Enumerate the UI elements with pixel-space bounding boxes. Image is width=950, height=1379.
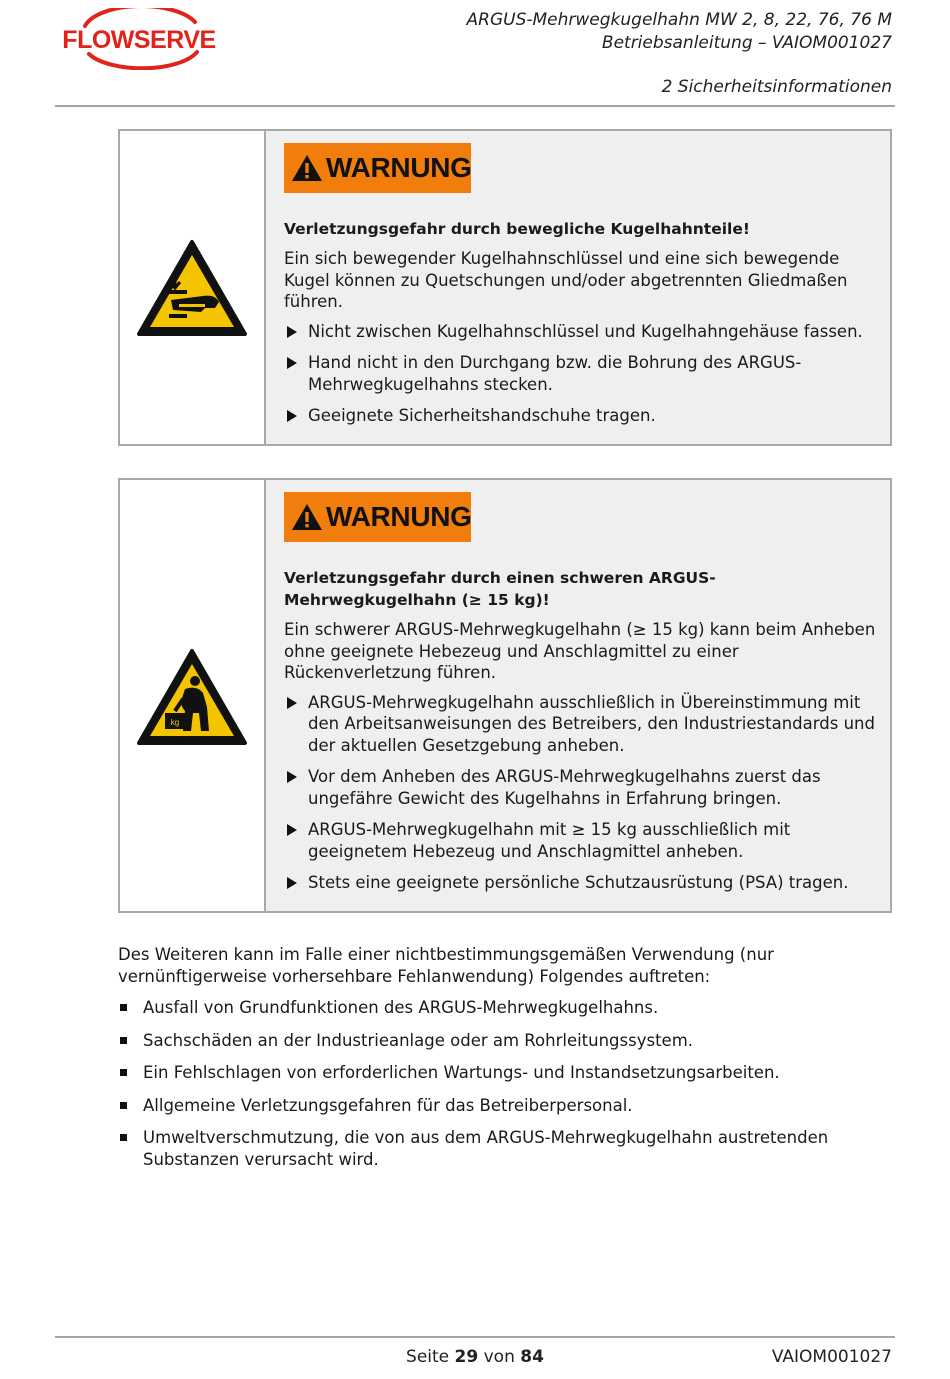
signal-word-banner <box>284 492 471 542</box>
warning-box-moving-parts <box>118 129 892 446</box>
footer-doc-id: VAIOM001027 <box>771 1347 892 1367</box>
misuse-section <box>118 944 894 1181</box>
kg-label: kg <box>170 718 180 727</box>
section-title: 2 Sicherheitsinformationen <box>661 77 892 97</box>
warning-symbol-column <box>120 480 266 911</box>
flowserve-logo-graphic <box>55 8 225 70</box>
misuse-intro: Des Weiteren kann im Falle einer nichtbestimmungsgemäßen Verwendung (nur vernünftigerweise vorhersehbare Fehlanwendung) Folgendes auftreten: <box>118 945 774 986</box>
warning-content <box>266 480 890 911</box>
triangle-bullet-icon <box>287 410 297 422</box>
header-divider <box>55 105 895 107</box>
flowserve-logo <box>55 8 225 70</box>
total-pages: 84 <box>520 1347 544 1367</box>
list-item: Hand nicht in den Durchgang bzw. die Bohrung des ARGUS-Mehrwegkugelhahns stecken. <box>284 352 880 395</box>
list-item: ARGUS-Mehrwegkugelhahn ausschließlich in Übereinstimmung mit den Arbeitsanweisungen des Betreibers, den Industriestandards und der aktuellen Gesetzgebung anheben. <box>284 692 880 757</box>
square-bullet-icon <box>120 1037 127 1044</box>
square-bullet-icon <box>120 1134 127 1141</box>
warning-text: Ein schwerer ARGUS-Mehrwegkugelhahn (≥ 15 kg) kann beim Anheben ohne geeignete Hebezeug und Anschlagmittel zu einer Rückenverletzung führen. <box>284 620 876 682</box>
square-bullet-icon <box>120 1102 127 1109</box>
signal-word-banner <box>284 143 471 193</box>
triangle-bullet-icon <box>287 824 297 836</box>
list-item: Stets eine geeignete persönliche Schutzausrüstung (PSA) tragen. <box>284 872 880 894</box>
triangle-bullet-icon <box>287 326 297 338</box>
triangle-bullet-icon <box>287 357 297 369</box>
page-number: Seite 29 von 84 <box>406 1347 544 1367</box>
triangle-bullet-icon <box>287 771 297 783</box>
footer-divider <box>55 1336 895 1338</box>
measures-list <box>284 692 880 894</box>
signal-word: WARNUNG <box>326 152 472 183</box>
warning-triangle-icon <box>290 502 324 532</box>
measures-list <box>284 321 880 427</box>
list-item: Sachschäden an der Industrieanlage oder am Rohrleitungssystem. <box>118 1030 894 1052</box>
hand-crush-warning-icon <box>135 238 249 338</box>
list-item: Allgemeine Verletzungsgefahren für das Betreiberpersonal. <box>118 1095 894 1117</box>
warning-title: Verletzungsgefahr durch bewegliche Kugelhahnteile! <box>284 220 750 238</box>
list-item: ARGUS-Mehrwegkugelhahn mit ≥ 15 kg ausschließlich mit geeignetem Hebezeug und Anschlagmittel anheben. <box>284 819 880 862</box>
list-item: Geeignete Sicherheitshandschuhe tragen. <box>284 405 880 427</box>
doc-subtitle: Betriebsanleitung – VAIOM001027 <box>601 33 892 53</box>
square-bullet-icon <box>120 1069 127 1076</box>
triangle-bullet-icon <box>287 697 297 709</box>
warning-title: Verletzungsgefahr durch einen schweren ARGUS-Mehrwegkugelhahn (≥ 15 kg)! <box>284 569 716 609</box>
misuse-list <box>118 997 894 1170</box>
list-item: Nicht zwischen Kugelhahnschlüssel und Kugelhahngehäuse fassen. <box>284 321 880 343</box>
warning-symbol-column <box>120 131 266 444</box>
list-item: Ein Fehlschlagen von erforderlichen Wartungs- und Instandsetzungsarbeiten. <box>118 1062 894 1084</box>
triangle-bullet-icon <box>287 877 297 889</box>
list-item: Ausfall von Grundfunktionen des ARGUS-Mehrwegkugelhahns. <box>118 997 894 1019</box>
warning-box-heavy-load <box>118 478 892 913</box>
warning-triangle-icon <box>290 153 324 183</box>
list-item: Vor dem Anheben des ARGUS-Mehrwegkugelhahns zuerst das ungefähre Gewicht des Kugelhahns in Erfahrung bringen. <box>284 766 880 809</box>
warning-content <box>266 131 890 444</box>
doc-title: ARGUS-Mehrwegkugelhahn MW 2, 8, 22, 76, 76 M <box>466 10 892 30</box>
current-page: 29 <box>454 1347 479 1367</box>
signal-word: WARNUNG <box>326 501 472 532</box>
heavy-load-warning-icon <box>135 647 249 747</box>
logo-wordmark: FLOWSERVE <box>62 26 216 54</box>
warning-text: Ein sich bewegender Kugelhahnschlüssel und eine sich bewegende Kugel können zu Quetschungen und/oder abgetrennten Gliedmaßen führen. <box>284 249 848 311</box>
square-bullet-icon <box>120 1004 127 1011</box>
list-item: Umweltverschmutzung, die von aus dem ARGUS-Mehrwegkugelhahn austretenden Substanzen verursacht wird. <box>118 1127 894 1170</box>
